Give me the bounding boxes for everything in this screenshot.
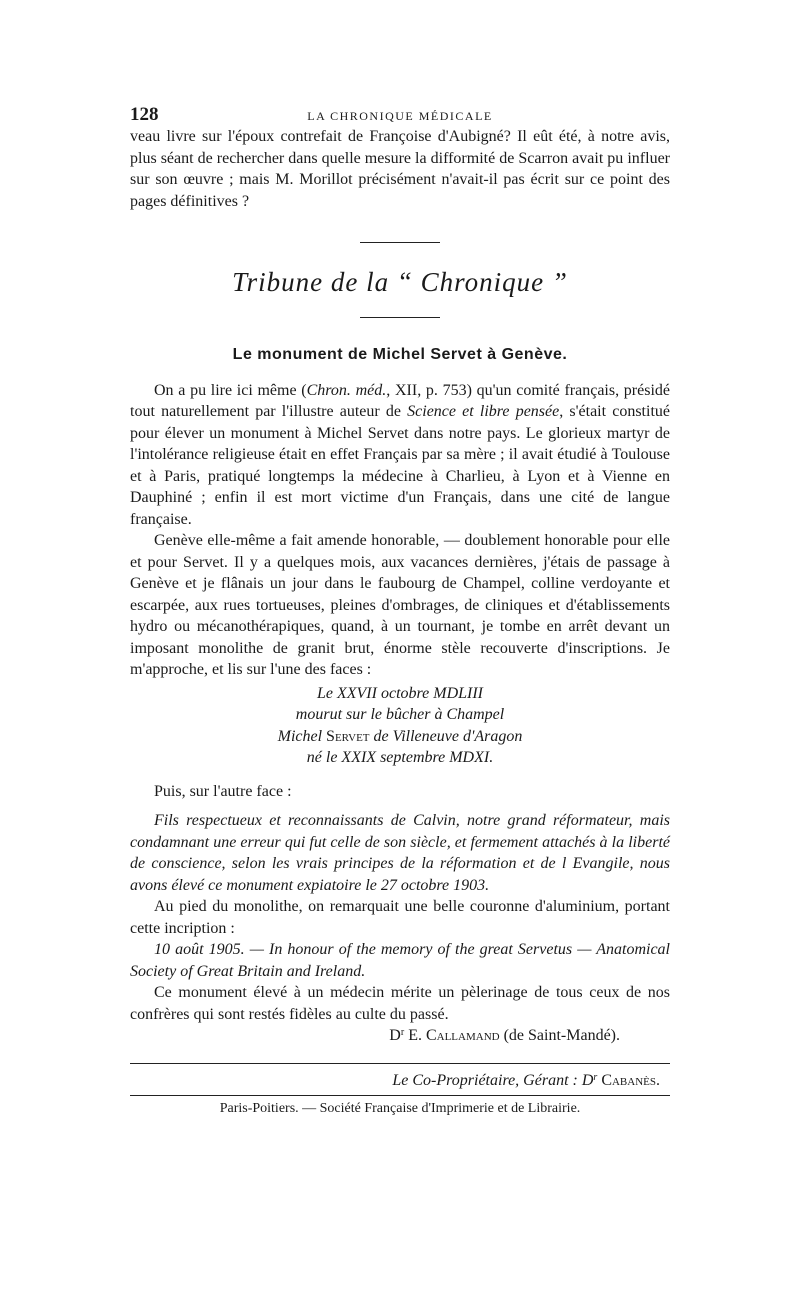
inscription-line-3a: Michel <box>277 727 323 745</box>
section-title-word: Chronique <box>420 267 545 297</box>
paragraph-2: Genève elle-même a fait amende honorable, — doublement honorable pour elle et pour Servet. Il y a quelques mois, aux vacances dernières, j'étais de passage à Genève et je flânais un jour dans le faubourg de Champel, colline verdoyante et escarpée, aux rues tortueuses, pleines d'ombrages, de cliniques et d'établissements hydro ou mécanothérapiques, quand, à un tournant, je tombe en arrêt devant un imposant monolithe de granit brut, énorme stèle recouverte d'inscriptions. Je m'approche, et lis sur l'une des faces : <box>130 532 670 678</box>
paragraph-5: Ce monument élevé à un médecin mérite un pèlerinage de tous ceux de nos confrères qui sont restés fidèles au culte du passé. <box>130 984 670 1023</box>
article-title: Le monument de Michel Servet à Genève. <box>232 346 568 363</box>
section-title-prefix: Tribune de la <box>232 267 390 297</box>
running-title: LA CHRONIQUE MÉDICALE <box>307 109 493 123</box>
p1-text-c: , s'était constitué pour élever un monument à Michel Servet dans notre pays. Le glorieux martyr de l'intolérance religieuse était en effet Français par sa mère ; il avait étudié à Toulouse et à Paris, pratiqué longtemps la médecine à Charlieu, à Lyon et à Vienne en Dauphiné ; enfin il est mort victime d'un Français, dans une cité de langue française. <box>130 403 670 528</box>
inscription-line-1: Le XXVII octobre MDLIII <box>316 684 484 702</box>
inscription-line-4: né le XXIX septembre MDXI. <box>306 749 494 766</box>
calvin-inscription: Fils respectueux et reconnaissants de Calvin, notre grand réformateur, mais condamnant une erreur qui fut celle de son siècle, et fermement attachés à la liberté de conscience, selon les vrais principes de la réformation et de l Evangile, nous avons élevé ce monument expiatoire le 27 octobre 1903. <box>130 812 670 894</box>
signature-name: Callamand <box>425 1027 500 1044</box>
inscription <box>130 683 670 769</box>
paragraph-1 <box>130 380 670 531</box>
page-header <box>130 100 670 126</box>
inscription-name: Servet <box>326 727 370 745</box>
signature-dr: D <box>389 1027 401 1044</box>
p1-reference: Chron. méd. <box>306 381 387 399</box>
paragraph-3: Au pied du monolithe, on remarquait une belle couronne d'aluminium, portant cette incription : <box>130 898 670 937</box>
signature-place: (de Saint-Mandé). <box>503 1027 620 1044</box>
paragraph-4: 10 août 1905. — In honour of the memory of the great Servetus — Anatomical Society of Great Britain and Ireland. <box>130 941 670 980</box>
section-title-open-quote: “ <box>396 267 413 297</box>
section-title <box>130 265 670 299</box>
footer-owner <box>130 1070 670 1092</box>
puis-line: Puis, sur l'autre face : <box>154 782 292 800</box>
inscription-line-2: mourut sur le bûcher à Champel <box>295 706 505 723</box>
footer-dr: D <box>581 1071 594 1089</box>
footer-dr-sup: r <box>593 1071 598 1083</box>
footer-owner-label: Le Co-Propriétaire, Gérant : <box>392 1071 578 1089</box>
footer-printer: Paris-Poitiers. — Société Française d'Imprimerie et de Librairie. <box>219 1101 581 1116</box>
page <box>130 100 670 1120</box>
p1-book-title: Science et libre pensée <box>407 403 560 420</box>
signature <box>130 1025 670 1047</box>
section-title-close-quote: ” <box>551 267 568 297</box>
footer-owner-name: Cabanès. <box>601 1071 660 1089</box>
signature-dr-sup: r <box>400 1027 405 1038</box>
p1-text-a: On a pu lire ici même ( <box>154 381 307 399</box>
page-number: 128 <box>130 104 159 125</box>
inscription-line-3 <box>130 726 670 748</box>
intro-paragraph: veau livre sur l'époux contrefait de Françoise d'Aubigné? Il eût été, à notre avis, plus séant de rechercher dans quelle mesure la difformité de Scarron avait pu influer sur son œuvre ; mais M. Morillot précisément n'avait-il pas écrit sur ce point des pages définitives ? <box>130 128 670 210</box>
inscription-line-3b: de Villeneuve d'Aragon <box>373 727 523 745</box>
p1-text-b: , XII, p. 753) qu'un comité français, présidé tout naturellement par l'illustre auteur de <box>130 381 670 420</box>
signature-initial: E. <box>408 1027 422 1044</box>
